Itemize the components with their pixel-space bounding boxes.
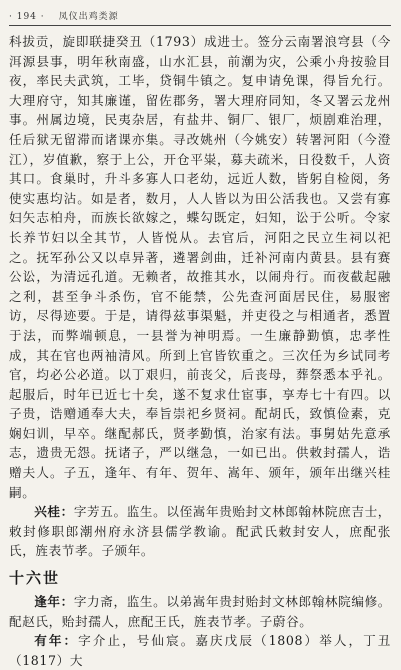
page-number: · 194 · [9,12,45,22]
person-name-xingui: 兴桂： [34,504,74,520]
person-name-younian: 有年： [34,633,79,649]
section-heading: 十六世 [9,569,61,588]
person-name-fengnian: 逢年： [34,594,74,610]
header-divider [9,25,391,26]
paragraph-text-xingui: 字芳五。监生。以侄嵩年贵贻封文林郎翰林院庶吉士，敕封修职郎潮州府永济县儒学教谕。配武氏敕封安人，庶配张氏，旌表节孝。子颁年。 [9,504,391,559]
paragraph-xingui [9,502,391,561]
paragraph-continued: 科拔贡，旋即联捷癸丑（1793）成进士。签分云南署浪穹县（今洱源县事，明年秋南盛，山水汇县，前潮为灾，公乘小舟按验目夜，率民夫武筑，工毕，贷铜牛镇之。复申请免课，得旨允行。大理府守，知其廉谨，留佐郡务，署大理府同知，冬又署云龙州事。州属边境，民夷杂居，有盐井、铜厂、银厂，烦剧难治理，任后狱无留滞而诸课亦集。寻改姚州（今姚安）转署河阳（今澄江），岁值歉，察于上公，开仓平粜，募夫疏米，日役数千，人资其口。食巢时，升斗多寡人口老幼，远近人数，皆躬自检阅，务使实惠均沾。如是者，数月，人人皆以为田公活我也。又尝有寡妇矢志柏舟，而族长欲嫁之，蝶勾既定，妇知，讼于公听。令家长养节妇以全其节，人皆悦从。去官后，河阳之民立生祠以祀之。抚军孙公又以卓异著，遴署剑曲，迁补河南内黄县。县有赛公讼，为清远孔道。无赖者，故推其水，以闹舟行。而夜截起融之利，甚至争斗杀伤，官不能禁，公先查河面居民住，易服密访，尽得迹要。于是，请得兹事渠魁，并吏役之与相通者，悉置于法，而弊端顿息，一县誉为神明焉。一生廉静勤慎，忠孝性成，其在官也两袖清风。所到上官皆钦重之。三次任为乡试同考官，均必公必道。以丁艰归，前丧父，后丧母，葬祭悉本乎礼。起服后，时年已近七十矣，遂不复求仕宦事，享寿七十有四。以子贵，诰赠通奉大夫，奉旨崇祀乡贤祠。配胡氏，致慎俭素，克娴妇训，早卒。继配郝氏，贤孝勤慎，治家有法。事舅姑先意承志，遗贵无怨。抚诸子，严以继急，一如已出。供敕封孺人，诰赠夫人。子五，逢年、有年、贺年、嵩年、颁年，颁年出继兴桂嗣。 [9,34,391,500]
paragraph-younian [9,631,391,670]
paragraph-text-fengnian: 字力斋，监生。以弟嵩年贵封贻封文林郎翰林院编修。配赵氏，贻封孺人，庶配王氏，旌表节孝。子蔚谷。 [9,594,391,629]
body-text [9,32,391,670]
paragraph-fengnian [9,592,391,631]
running-header [9,0,391,22]
book-title: 凤仪出鸡类源 [58,12,119,22]
paragraph-text-younian: 字介止，号仙宸。嘉庆戊辰（1808）举人，丁丑（1817）大 [9,633,391,668]
